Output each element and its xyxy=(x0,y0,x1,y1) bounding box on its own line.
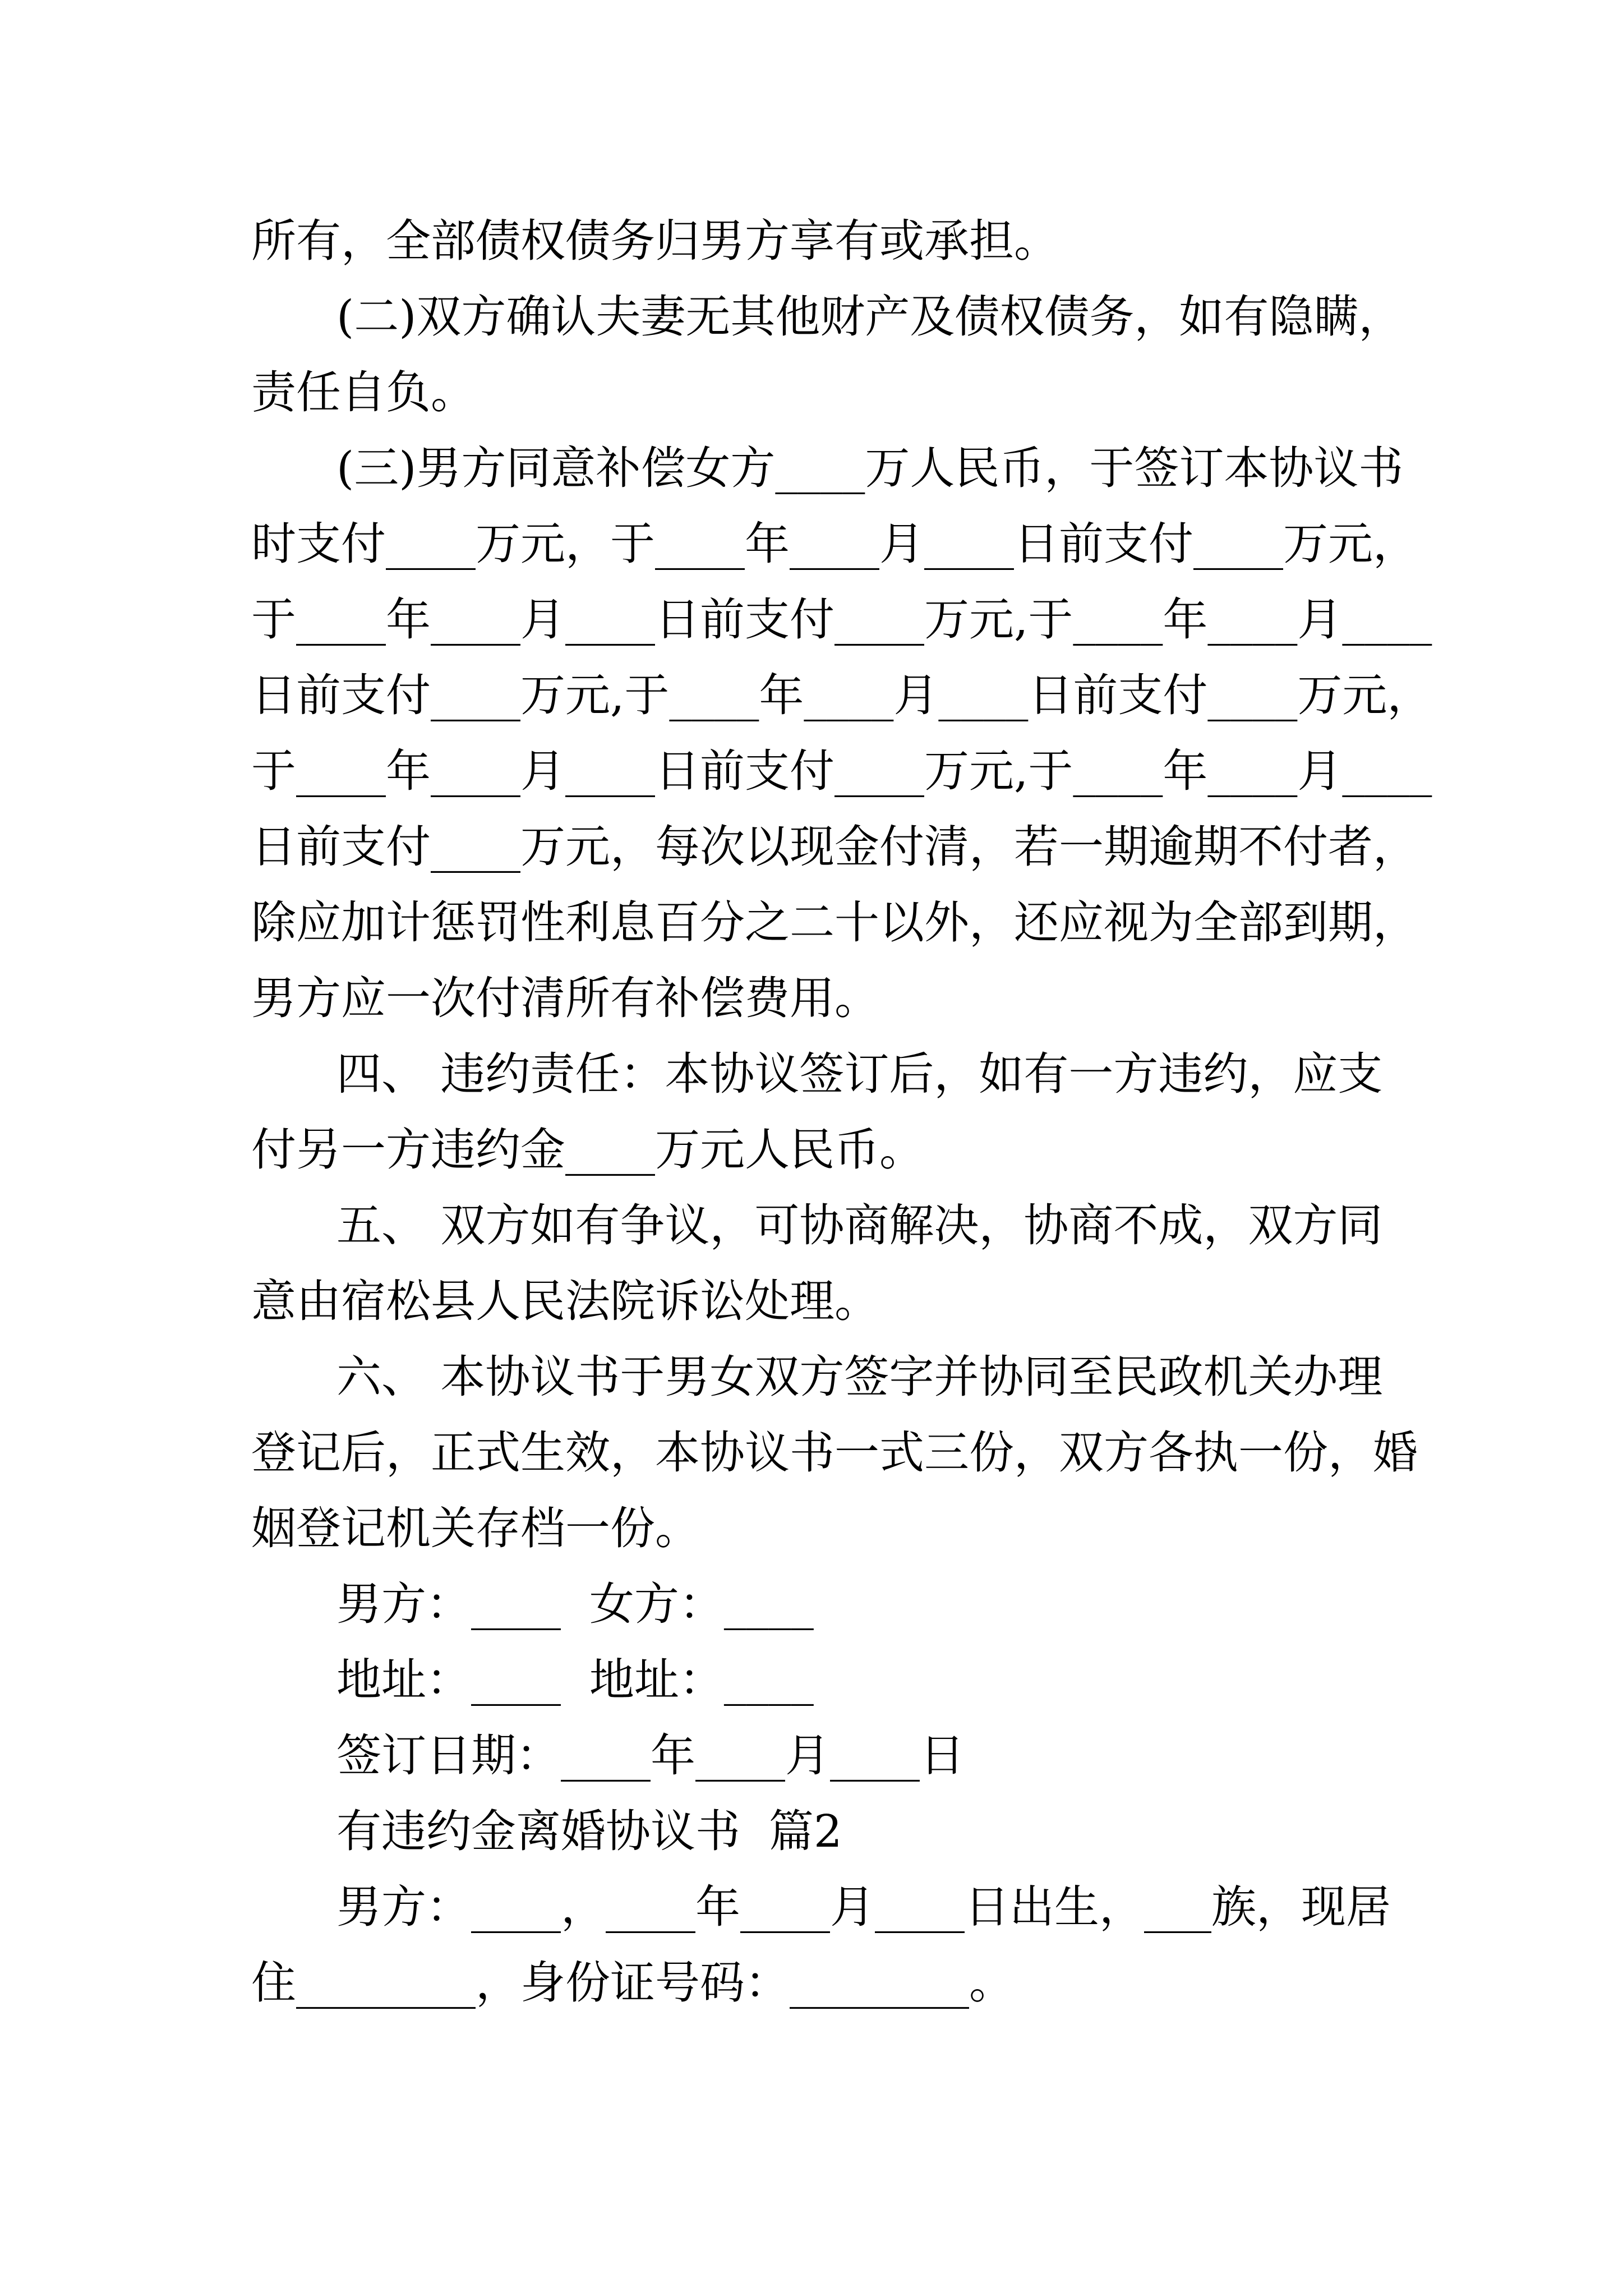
paragraph-line-2: (二)双方确认夫妻无其他财产及债权债务，如有隐瞒， xyxy=(336,291,1404,343)
paragraph-line-3: 责任自负。 xyxy=(251,366,476,418)
paragraph-line-14: 五、 双方如有争议，可协商解决，协商不成，双方同 xyxy=(336,1199,1383,1251)
paragraph-line-24: 住________，身份证号码：________。 xyxy=(251,1957,1014,2009)
signature-address-line: 地址：____ 地址：____ xyxy=(336,1654,814,1706)
paragraph-line-7: 日前支付____万元,于____年____月____日前支付____万元， xyxy=(251,669,1432,721)
paragraph-line-9: 日前支付____万元，每次以现金付清，若一期逾期不付者， xyxy=(251,821,1418,873)
paragraph-line-17: 登记后，正式生效，本协议书一式三份，双方各执一份，婚 xyxy=(251,1427,1418,1479)
paragraph-line-11: 男方应一次付清所有补偿费用。 xyxy=(251,972,879,1024)
paragraph-line-18: 姻登记机关存档一份。 xyxy=(251,1502,700,1554)
paragraph-line-10: 除应加计惩罚性利息百分之二十以外，还应视为全部到期， xyxy=(251,896,1418,949)
paragraph-line-8: 于____年____月____日前支付____万元,于____年____月____ xyxy=(251,745,1432,797)
signature-parties-line: 男方：____ 女方：____ xyxy=(336,1578,814,1630)
paragraph-line-15: 意由宿松县人民法院诉讼处理。 xyxy=(251,1275,879,1327)
paragraph-line-4: (三)男方同意补偿女方____万人民币，于签订本协议书 xyxy=(336,442,1404,494)
paragraph-line-12: 四、 违约责任：本协议签订后，如有一方违约，应支 xyxy=(336,1048,1383,1100)
paragraph-line-13: 付另一方违约金____万元人民币。 xyxy=(251,1124,924,1176)
paragraph-line-23: 男方：____，____年____月____日出生，___族，现居 xyxy=(336,1881,1391,1933)
paragraph-line-1: 所有，全部债权债务归男方享有或承担。 xyxy=(251,215,1059,267)
signature-date-line: 签订日期：____年____月____日 xyxy=(336,1729,965,1782)
paragraph-line-6: 于____年____月____日前支付____万元,于____年____月____ xyxy=(251,593,1432,646)
paragraph-line-16: 六、 本协议书于男女双方签字并协同至民政机关办理 xyxy=(336,1351,1383,1403)
section-title: 有违约金离婚协议书 篇2 xyxy=(336,1805,842,1857)
paragraph-line-5: 时支付____万元，于____年____月____日前支付____万元， xyxy=(251,518,1418,570)
